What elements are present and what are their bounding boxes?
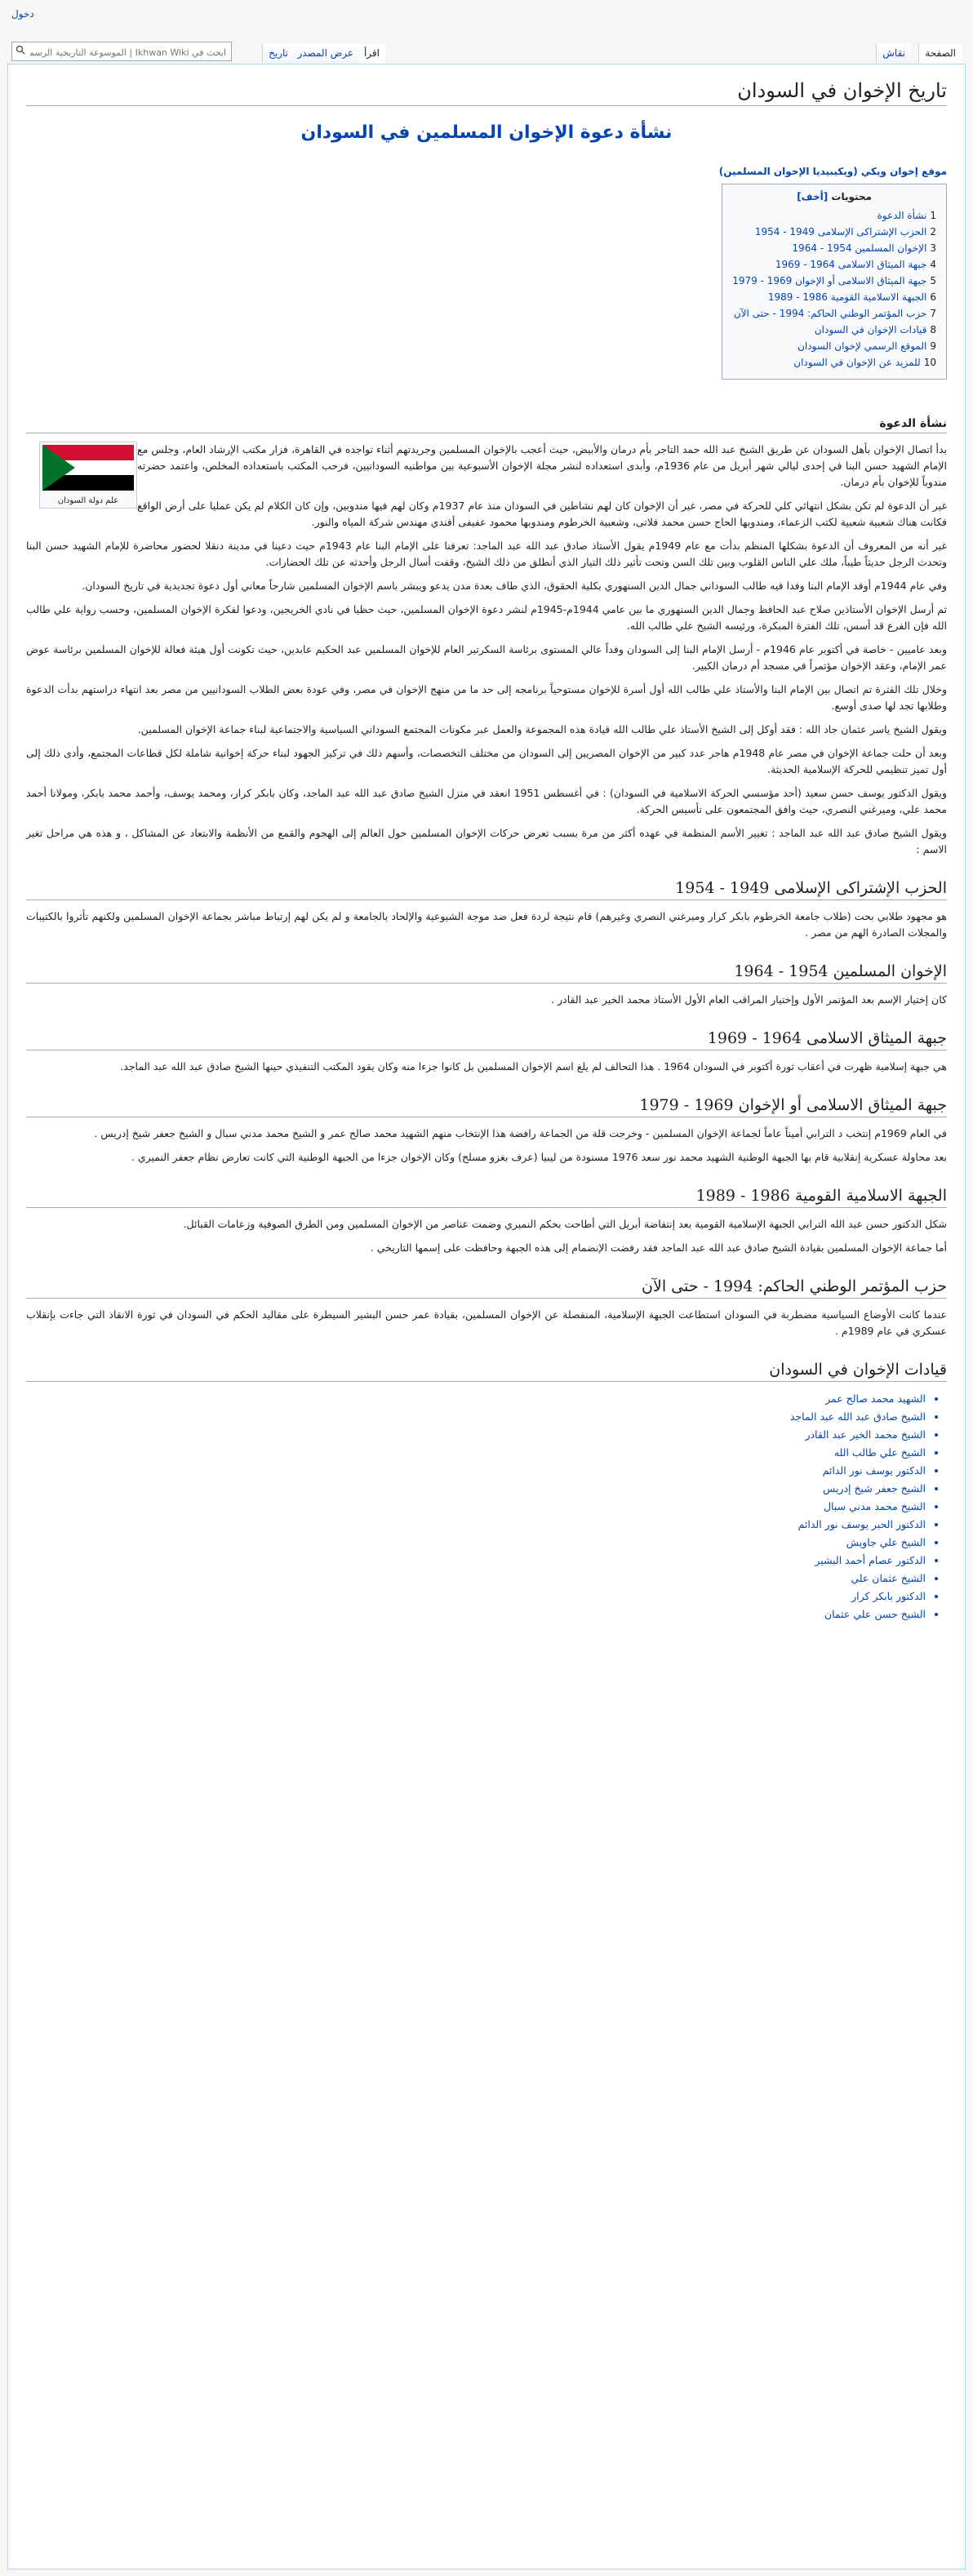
toc-item[interactable]: [732, 338, 936, 354]
leader-link[interactable]: • الشيخ محمد مدني سبال: [26, 1498, 926, 1516]
toc-item-number: 8: [930, 324, 936, 335]
leader-link[interactable]: • الدكتور يوسف نور الدائم: [26, 1462, 926, 1480]
toc-item-number: 10: [923, 357, 936, 368]
paragraph: ويقول الدكتور يوسف حسن سعيد (أحد مؤسسي الحركة الاسلامية في السودان) : في أغسطس 1951 انعقد في منزل الشيخ صادق عبد الله عبد الماجد، وكان بابكر كرار، ومحمد يوسف، وأحمد محمد بابكر، ومولانا أحمد محمد علي، وميرغني النصري، حيث وافق المجتمعون على تأسيس الحركة.: [26, 787, 947, 815]
leader-link[interactable]: • الشيخ صادق عبد الله عبد الماجد: [26, 1408, 926, 1426]
tab-view-source[interactable]: عرض المصدر: [291, 44, 359, 63]
toc-item-number: 4: [930, 259, 936, 270]
paragraph: هو مجهود طلابي بحت (طلاب جامعة الخرطوم بابكر كرار وميرغني النصري وغيرهم) قام نتيجة لردة فعل ضد موجة الشيوعية والإلحاد بالجامعة و لم يكن لهم إرتباط مباشر بجماعة الإخوان المسلمين ولكنهم تأثروا بالكتيبات والمجلات الصادرة الهم من مصر .: [26, 910, 947, 939]
flag-thumbnail[interactable]: [39, 442, 137, 509]
toc-title-row: [732, 191, 936, 202]
tab-read[interactable]: اقرأ: [358, 44, 385, 64]
leader-link[interactable]: • الشيخ علي جاويش: [26, 1534, 926, 1552]
toc-item[interactable]: [732, 322, 936, 338]
leader-link[interactable]: • الدكتور بابكر كرار: [26, 1588, 926, 1606]
search-icon[interactable]: [16, 45, 25, 55]
search-input[interactable]: [29, 43, 228, 61]
paragraph: بدأ اتصال الإخوان بأهل السودان عن طريق الشيخ عبد الله حمد التاجر بأم درمان والأبيض، حيث أعجب بالإخوان المسلمين وجريدتهم أثناء تواجده في القاهرة، فزار مكتب الإرشاد العام، وجلس مع الإمام الشهيد حسن البنا في إحدى ليالي شهر أبريل من عام 1936م، وأبدى استعداده لنشر مجلة الإخوان الأسبوعية بين مواطنيه السودانيين، فرحب المكتب باستعداده المخلص، واعتمد حضرته مندوباً للإخوان بأم درمان.: [137, 443, 947, 488]
leader-link[interactable]: • الشهيد محمد صالح عمر: [26, 1390, 926, 1408]
toc-item-link[interactable]: قيادات الإخوان في السودان: [814, 324, 927, 335]
toc-item-number: 3: [930, 242, 936, 254]
login-link[interactable]: دخول: [11, 8, 34, 20]
leader-link[interactable]: • الشيخ محمد الخير عبد القادر: [26, 1426, 926, 1444]
section-heading: الحزب الإشتراكى الإسلامى 1949 - 1954: [26, 879, 947, 900]
paragraph: كان إختيار الإسم بعد المؤتمر الأول وإختيار المراقب العام الأول الأستاذ محمد الخير عبد القادر .: [551, 993, 947, 1006]
leader-link[interactable]: • الشيخ عثمان علي: [26, 1570, 926, 1588]
toc-item[interactable]: [732, 207, 936, 224]
tab-talk[interactable]: نقاش: [876, 44, 911, 63]
paragraph: وبعد عاميين - خاصة في أكتوبر عام 1946م - أرسل الإمام البنا إلى السودان وفداً عالي المستوى برئاسة السكرتير العام للإخوان المسلمين عبد الحكيم عابدين، حيث تكونت أول هيئة فعالة للإخوان المسلمين برئاسة عوض عمر الإمام، وعقد الإخوان مؤتمراً في مسجد أم درمان الكبير.: [26, 643, 948, 672]
paragraph: غير أن الدعوة لم تكن بشكل انتهائي كلي للحركة في مصر، غير أن الإخوان كان لهم نشاطين في السودان منذ عام 1937م وكان لهم فيها مندوبين، وإن كان الكلام لم يكن عمليا على أرض الواقع فكانت هناك شعبية شعبية لكتب الزعماء، ومندوبها الحاج حسن محمد فلاتى، وشعبية الخرطوم ومندوبها محمود عفيفى أفندي مهندس شركة المياه والنور.: [137, 500, 947, 528]
toc-item[interactable]: [732, 273, 936, 289]
leader-link[interactable]: • الدكتور عصام أحمد البشير: [26, 1552, 926, 1570]
article-body: [26, 417, 947, 1623]
top-links: [11, 8, 34, 20]
toc-item-number: 7: [930, 308, 936, 319]
paragraph: غير أنه من المعروف أن الدعوة بشكلها المنظم بدأت مع عام 1949م يقول الأستاذ صادق عبد الله عبد الماجد: تعرفنا على الإمام البنا عام 1943م حيث دعينا في مدينة دنقلا لحضور محاضرة للإمام الشهيد حسن البنا وتحدث الرجل حديثاً طيباً، ملك علي الناس القلوب وبين تلك السن وتحت تأثير ذلك التيار الذي أنطلق من ذلك الشيخ، وقفت أسال الرجل وأحدثه عن تلك الحضارات.: [26, 540, 947, 568]
page-title: تاريخ الإخوان في السودان: [26, 79, 947, 106]
toc-item-number: 2: [930, 226, 936, 238]
toc-item-link[interactable]: للمزيد عن الإخوان في السودان: [793, 357, 921, 368]
paragraph: وبعد أن حلت جماعة الإخوان في مصر عام 1948م هاجر عدد كبير من الإخوان المصريين إلى السودان من مختلف التخصصات، وأسهم ذلك في تركيز الجهود لبناء حركة إخوانية شاملة لكل قطاعات المجتمع، وأدى ذلك إلى أول تميز تنظيمي للحركة الإسلامية الحديثة.: [26, 747, 947, 775]
main-heading: نشأة دعوة الإخوان المسلمين في السودان: [300, 122, 673, 143]
paragraph: وخلال تلك الفترة تم اتصال بين الإمام البنا والأستاذ علي طالب الله أول أسرة للإخوان مستوحياً برنامجه إلى حد ما من منهج الإخوان في مصر، وفي عودة بعض الطلاب السودانيين من مصر بعد انتهاء دراستهم بدأت الدعوة وطلابها تجد لها صدى أوسع.: [26, 683, 947, 712]
section-heading: جبهة الميثاق الاسلامى 1964 - 1969: [26, 1029, 947, 1050]
section-heading: حزب المؤتمر الوطني الحاكم: 1994 - حتى الآن: [26, 1277, 947, 1299]
section-heading: الجبهة الاسلامية القومية 1986 - 1989: [26, 1187, 947, 1208]
section-heading-leaders: قيادات الإخوان في السودان: [26, 1361, 947, 1382]
toc-item[interactable]: [732, 305, 936, 322]
tab-article[interactable]: الصفحة: [918, 44, 962, 64]
toc-item[interactable]: [732, 240, 936, 256]
paragraph: أما جماعة الإخوان المسلمين بقيادة الشيخ صادق عبد الله عبد الماجد فقد رفضت الإنضمام إلى هذه الجبهة وحافظت على إسمها التاريخي .: [370, 1241, 947, 1254]
paragraph: بعد محاولة عسكرية إنقلابية قام بها الجبهة الوطنية الشهيد محمد نور سعد 1976 مسنودة من ليبيا (عرف بغزو مسلح) وكان الإخوان جزءا من الجبهة الوطنية التي كانت تعارض نظام جعفر النميري .: [131, 1151, 947, 1163]
toc-item-link[interactable]: حزب المؤتمر الوطني الحاكم: 1994 - حتى الآن: [733, 308, 927, 319]
toc-item-link[interactable]: جبهة الميثاق الاسلامى 1964 - 1969: [775, 259, 927, 270]
paragraph: ثم أرسل الإخوان الأستاذين صلاح عبد الحافظ وجمال الدين السنهوري ما بين عامي 1944م-1945م لنشر دعوة الإخوان المسلمين، حيث حظيا في نادي الخريجين، ودعوا لفكرة الإخوان المسلمين، وحسب رواية علي طالب الله فإن الفرع قد أسس، تلك الفترة المبكرة، ورئيسه الشيخ علي طالب الله.: [26, 603, 947, 632]
paragraph: عندما كانت الأوضاع السياسية مضطربة في السودان استطاعت الجبهة الإسلامية، المنفصلة عن الإخوان المسلمين، بقيادة عمر حسن البشير السيطرة على مقاليد الحكم في السودان في ثورة الانقاذ التي جاءت بإنقلاب عسكري في عام 1989م .: [26, 1308, 947, 1337]
leader-link[interactable]: • الشيخ علي طالب الله: [26, 1444, 926, 1462]
toc-item[interactable]: [732, 289, 936, 305]
toc-title: محتويات: [831, 191, 872, 202]
leader-link[interactable]: • الشيخ حسن علي عثمان: [26, 1606, 926, 1623]
main-content: [7, 64, 966, 2569]
leader-link[interactable]: • الدكتور الحبر يوسف نور الدائم: [26, 1516, 926, 1534]
section-heading: الإخوان المسلمين 1954 - 1964: [26, 962, 947, 984]
toc-item-link[interactable]: الحزب الإشتراكى الإسلامى 1949 - 1954: [754, 226, 927, 238]
toc-item[interactable]: [732, 256, 936, 273]
paragraph: ويقول الشيخ صادق عبد الله عبد الماجد : تغيير الأسم المنظمة في عهده أكثر من مرة بسبب تعرض حركات الإخوان المسلمين حول العالم إلى الهجوم والقمع من الأنظمة والابتعاد عن المشاكل ، و هذه هي مراحل تغير الاسم :: [26, 827, 947, 855]
toc-hide-toggle[interactable]: [أخف]: [797, 191, 829, 202]
toc-list: [732, 207, 936, 371]
paragraph: شكل الدكتور حسن عبد الله الترابي الجبهة الإسلامية القومية بعد إنتفاضة أبريل التي أطاحت بحكم النميري وضمت عناصر من الإخوان المسلمين ومن الطرق الصوفية وزعامات القبائل.: [183, 1218, 947, 1230]
leader-link[interactable]: • الشيخ جعفر شيخ إدريس: [26, 1480, 926, 1498]
toc-item-number: 9: [930, 340, 936, 352]
toc-item-link[interactable]: جبهة الميثاق الاسلامى أو الإخوان 1969 - 1979: [732, 275, 927, 286]
toc-item-link[interactable]: نشأة الدعوة: [877, 210, 927, 221]
toc-item-link[interactable]: الموقع الرسمي لإخوان السودان: [798, 340, 927, 352]
table-of-contents: [722, 184, 947, 380]
section-heading: جبهة الميثاق الاسلامى أو الإخوان 1969 - 1979: [26, 1096, 947, 1117]
toc-item[interactable]: [732, 354, 936, 371]
paragraph: في العام 1969م إنتخب د الترابي أميناً عاماً لجماعة الإخوان المسلمين - وخرجت قلة من الجماعة رافضة هذا الإنتخاب منهم الشهيد محمد صالح عمر و الشيخ محمد مدني سبال و الشيخ جعفر شيخ إدريس .: [94, 1127, 947, 1139]
leaders-list: [26, 1390, 926, 1623]
paragraph: هي جبهة إسلامية ظهرت في أعقاب ثورة أكتوبر في السودان 1964 . هذا التحالف لم يلغ اسم الإخوان المسلمين بل كانوا جزءا منه وكان يقود المكتب التنفيذي حينها الشيخ صادق عبد الله عبد الماجد.: [120, 1060, 947, 1073]
source-line[interactable]: موقع إخوان ويكي (ويكيبيديا الإخوان المسلمين): [718, 166, 947, 177]
toc-item-link[interactable]: الإخوان المسلمين 1954 - 1964: [792, 242, 927, 254]
paragraph: وفي عام 1944م أوفد الإمام البنا وفدا فيه طالب السوداني جمال الدين السنهوري بكلية الحقوق، الذي طاف بعدة مدن يدعو ويبشر باسم الإخوان المسلمين شارحاً معاني أول دعوة تجديدية في تاريخ السودان.: [82, 580, 947, 592]
toc-item-link[interactable]: الجبهة الاسلامية القومية 1986 - 1989: [767, 291, 927, 303]
tab-history[interactable]: تاريخ: [262, 44, 294, 63]
paragraph: ويقول الشيخ ياسر عثمان جاد الله : فقد أوكل إلى الشيخ الأستاذ علي طالب الله قيادة هذه المجموعة والعمل عبر مكونات المجتمع السوداني السياسية والاجتماعية لبناء جماعة الإخوان المسلمين.: [137, 723, 947, 735]
toc-item-number: 1: [930, 210, 936, 221]
toc-item[interactable]: [732, 224, 936, 240]
section-heading: نشأة الدعوة: [26, 417, 947, 433]
search-box: [11, 42, 232, 61]
toc-item-number: 5: [930, 275, 936, 286]
flag-caption: علم دولة السودان: [57, 496, 119, 505]
sudan-flag-image: [42, 445, 134, 491]
toc-item-number: 6: [930, 291, 936, 303]
